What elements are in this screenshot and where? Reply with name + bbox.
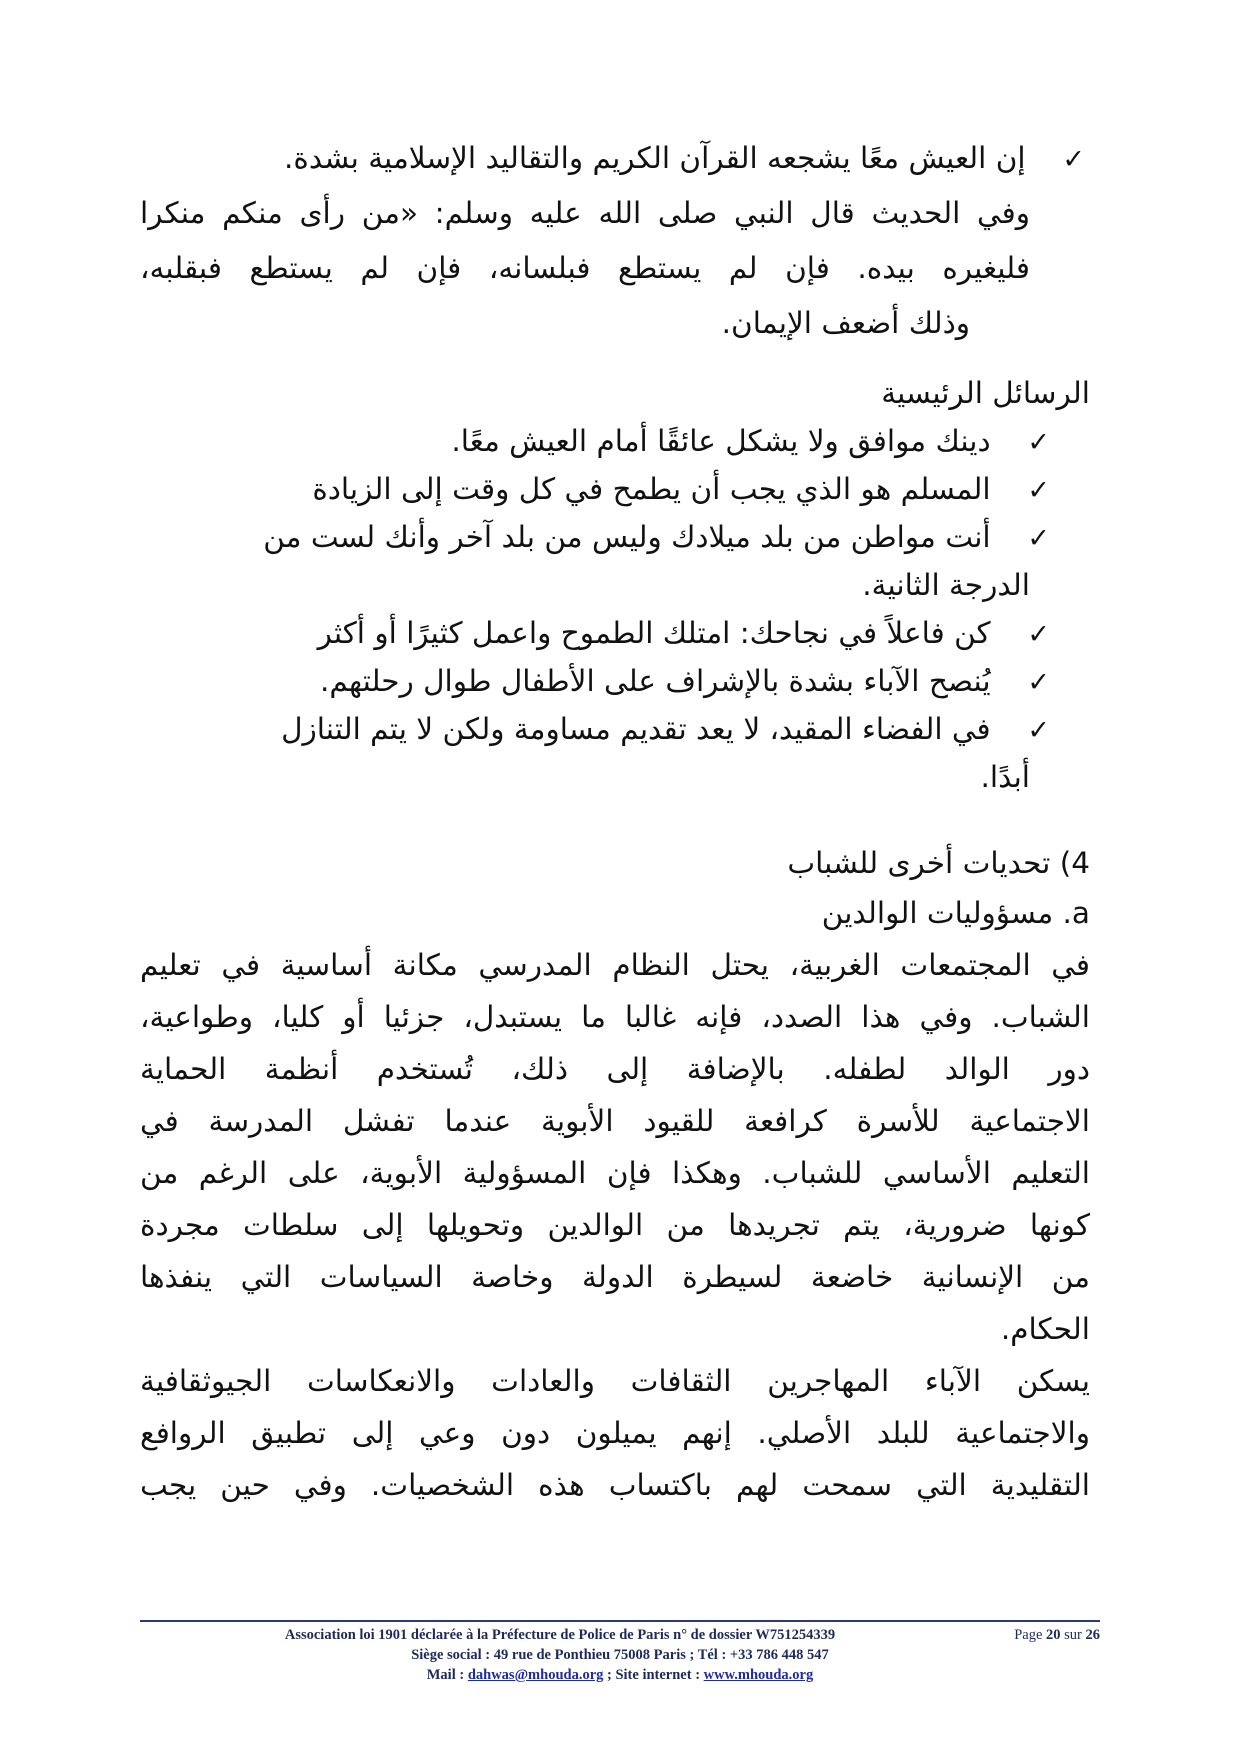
footer-contact-line — [140, 1667, 1100, 1684]
email-link[interactable]: dahwas@mhouda.org — [467, 1667, 604, 1683]
checkmark-icon: ✓ — [1062, 144, 1085, 175]
bullet-text: في الفضاء المقيد، لا يعد تقديم مساومة ولكن لا يتم التنازل — [281, 712, 991, 746]
page-label: Page — [1014, 1627, 1043, 1643]
text-line: فليغيره بيده. فإن لم يستطع فبلسانه، فإن لم يستطع فبقلبه، — [140, 251, 1030, 285]
text-line: الدرجة الثانية. — [862, 568, 1030, 602]
text-line: وذلك أضعف الإيمان. — [721, 306, 970, 340]
text-line: الاجتماعية للأسرة كرافعة للقيود الأبوية عندما تفشل المدرسة في — [140, 1104, 1090, 1138]
bullet-text: يُنصح الآباء بشدة بالإشراف على الأطفال طوال رحلتهم. — [319, 664, 991, 698]
section-heading: 4) تحديات أخرى للشباب — [787, 846, 1090, 880]
checkmark-icon: ✓ — [1027, 523, 1050, 554]
subsection-heading: a. مسؤوليات الوالدين — [821, 896, 1090, 930]
text-line: التعليم الأساسي للشباب. وهكذا فإن المسؤولية الأبوية، على الرغم من — [140, 1156, 1090, 1190]
text-line: في المجتمعات الغربية، يحتل النظام المدرسي مكانة أساسية في تعليم — [140, 948, 1090, 982]
text-line: وفي الحديث قال النبي صلى الله عليه وسلم: «من رأى منكم منكرا — [140, 196, 1030, 230]
text-line: الشباب. وفي هذا الصدد، فإنه غالبا ما يستبدل، جزئيا أو كليا، وطواعية، — [140, 1000, 1090, 1034]
footer-address-line: Siège social : 49 rue de Ponthieu 75008 Paris ; Tél : +33 786 448 547 — [411, 1647, 829, 1663]
text-line: والاجتماعية للبلد الأصلي. إنهم يميلون دون وعي إلى تطبيق الروافع — [140, 1416, 1090, 1450]
text-line: دور الوالد لطفله. بالإضافة إلى ذلك، تُستخدم أنظمة الحماية — [140, 1052, 1090, 1086]
page-separator: sur — [1064, 1627, 1082, 1643]
checkmark-icon: ✓ — [1027, 667, 1050, 698]
text-line: يسكن الآباء المهاجرين الثقافات والعادات والانعكاسات الجيوثقافية — [140, 1364, 1090, 1398]
checkmark-icon: ✓ — [1027, 475, 1050, 506]
checkmark-icon: ✓ — [1027, 619, 1050, 650]
footer-divider — [140, 1620, 1100, 1622]
bullet-text: المسلم هو الذي يجب أن يطمح في كل وقت إلى الزيادة — [312, 472, 991, 506]
bullet-text: أنت مواطن من بلد ميلادك وليس من بلد آخر وأنك لست من — [263, 520, 991, 554]
page-current: 20 — [1046, 1627, 1061, 1643]
text-line: من الإنسانية خاضعة لسيطرة الدولة وخاصة السياسات التي ينفذها — [140, 1260, 1090, 1294]
text-line — [140, 130, 1085, 186]
key-messages-heading: الرسائل الرئيسية — [881, 376, 1090, 410]
text-line: كونها ضرورية، يتم تجريدها من الوالدين وتحويلها إلى سلطات مجردة — [140, 1208, 1090, 1242]
text-line: الحكام. — [1000, 1312, 1090, 1346]
text-line: أبدًا. — [980, 760, 1030, 794]
bullet-text: دينك موافق ولا يشكل عائقًا أمام العيش معًا. — [451, 424, 991, 458]
page-number — [1014, 1627, 1100, 1644]
bullet-text: إن العيش معًا يشجعه القرآن الكريم والتقاليد الإسلامية بشدة. — [284, 141, 1026, 175]
footer-association-line: Association loi 1901 déclarée à la Préfecture de Police de Paris n° de dossier W751254339 — [284, 1627, 836, 1643]
website-link[interactable]: www.mhouda.org — [703, 1667, 814, 1683]
page-total: 26 — [1085, 1627, 1100, 1643]
text-line: التقليدية التي سمحت لهم باكتساب هذه الشخصيات. وفي حين يجب — [140, 1468, 1090, 1502]
site-label: ; Site internet : — [607, 1667, 701, 1683]
mail-label: Mail : — [426, 1667, 465, 1683]
checkmark-icon: ✓ — [1027, 715, 1050, 746]
checkmark-icon: ✓ — [1027, 427, 1050, 458]
bullet-text: كن فاعلاً في نجاحك: امتلك الطموح واعمل كثيرًا أو أكثر — [317, 616, 991, 650]
